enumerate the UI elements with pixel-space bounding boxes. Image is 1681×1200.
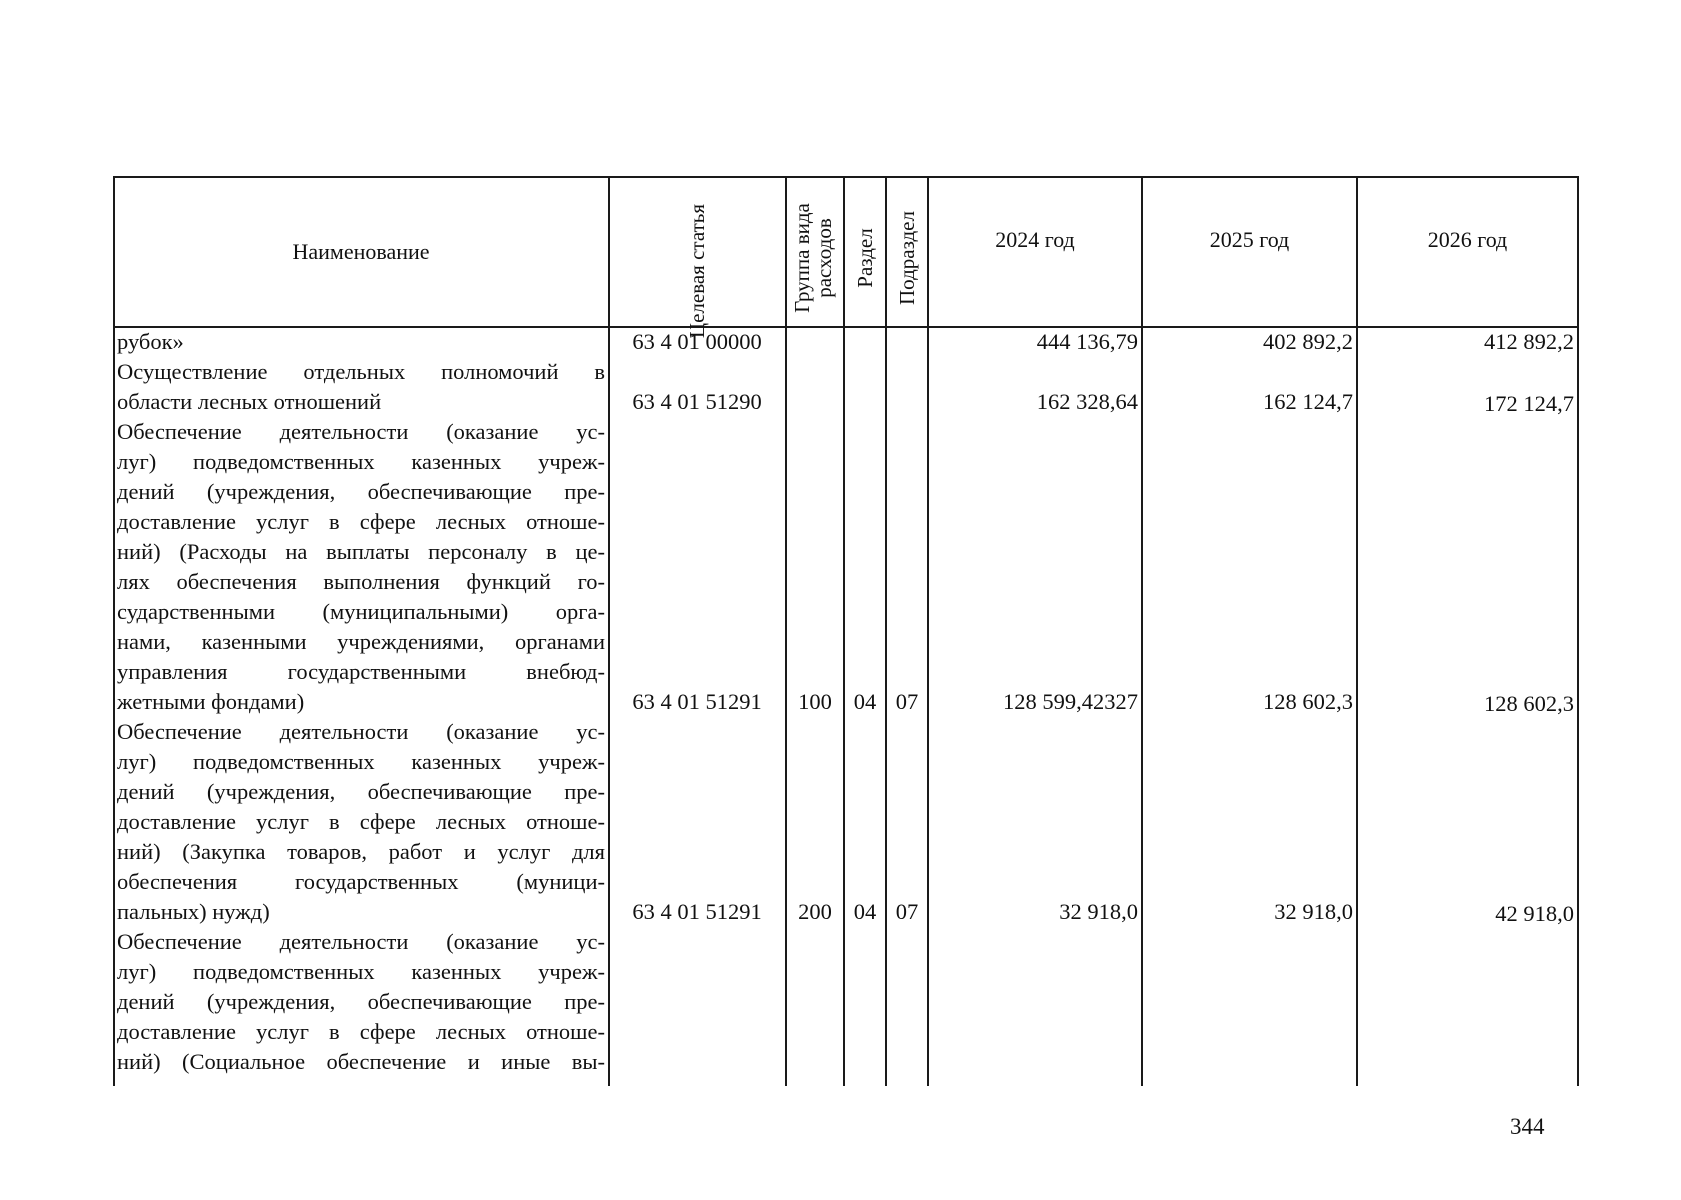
row-name-line: Обеспечение деятельности (оказание ус- bbox=[117, 929, 605, 954]
row-2024: 32 918,0 bbox=[1059, 899, 1138, 924]
row-name-line: обеспечения государственных (муници- bbox=[117, 869, 605, 894]
row-subsection: 07 bbox=[895, 899, 919, 924]
row-2026: 128 602,3 bbox=[1484, 691, 1574, 716]
row-name-line: пальных) нужд) bbox=[117, 899, 270, 924]
row-name-line: управления государственными внебюд- bbox=[117, 659, 605, 684]
row-2025: 162 124,7 bbox=[1263, 389, 1353, 414]
row-name-line: луг) подведомственных казенных учреж- bbox=[117, 959, 605, 984]
row-2026: 412 892,2 bbox=[1484, 329, 1574, 354]
row-name-line: сударственными (муниципальными) орга- bbox=[117, 599, 605, 624]
col-border-2024 bbox=[1141, 176, 1143, 1086]
row-name-line: дений (учреждения, обеспечивающие пре- bbox=[117, 779, 605, 804]
page-number: 344 bbox=[1510, 1114, 1545, 1139]
row-group: 200 bbox=[798, 899, 832, 924]
row-2024: 128 599,42327 bbox=[1003, 689, 1138, 714]
row-name-line: доставление услуг в сфере лесных отноше- bbox=[117, 1019, 605, 1044]
header-section: Раздел bbox=[853, 228, 877, 288]
header-2026: 2026 год bbox=[1427, 227, 1508, 252]
row-name-line: области лесных отношений bbox=[117, 389, 382, 414]
row-group: 100 bbox=[798, 689, 832, 714]
row-name-line: рубок» bbox=[117, 329, 184, 354]
row-name-line: нами, казенными учреждениями, органами bbox=[117, 629, 605, 654]
header-name: Наименование bbox=[292, 238, 430, 264]
row-2024: 444 136,79 bbox=[1036, 329, 1138, 354]
row-code: 63 4 01 51291 bbox=[632, 899, 762, 924]
row-name-line: ний) (Закупка товаров, работ и услуг для bbox=[117, 839, 605, 864]
row-name-line: дений (учреждения, обеспечивающие пре- bbox=[117, 479, 605, 504]
row-name-line: лях обеспечения выполнения функций го- bbox=[117, 569, 605, 594]
row-name-line: дений (учреждения, обеспечивающие пре- bbox=[117, 989, 605, 1014]
row-section: 04 bbox=[853, 689, 877, 714]
row-code: 63 4 01 51290 bbox=[632, 389, 762, 414]
header-2025: 2025 год bbox=[1209, 227, 1290, 252]
col-border-right bbox=[1577, 176, 1579, 1086]
row-name-line: Обеспечение деятельности (оказание ус- bbox=[117, 719, 605, 744]
header-subsection: Подраздел bbox=[895, 211, 919, 305]
col-border-subsection bbox=[927, 176, 929, 1086]
row-name-line: доставление услуг в сфере лесных отноше- bbox=[117, 809, 605, 834]
row-name-line: ний) (Расходы на выплаты персоналу в це- bbox=[117, 539, 605, 564]
row-2025: 128 602,3 bbox=[1263, 689, 1353, 714]
row-name-line: доставление услуг в сфере лесных отноше- bbox=[117, 509, 605, 534]
row-name-line: Обеспечение деятельности (оказание ус- bbox=[117, 419, 605, 444]
row-name-line: луг) подведомственных казенных учреж- bbox=[117, 449, 605, 474]
header-2024: 2024 год bbox=[995, 227, 1075, 252]
row-name-line: луг) подведомственных казенных учреж- bbox=[117, 749, 605, 774]
col-border-section bbox=[885, 176, 887, 1086]
row-2024: 162 328,64 bbox=[1036, 389, 1138, 414]
row-subsection: 07 bbox=[895, 689, 919, 714]
row-code: 63 4 01 51291 bbox=[632, 689, 762, 714]
col-border-name bbox=[608, 176, 610, 1086]
row-code: 63 4 01 00000 bbox=[632, 329, 762, 354]
row-2025: 32 918,0 bbox=[1274, 899, 1353, 924]
col-border-group bbox=[843, 176, 845, 1086]
col-border-2025 bbox=[1356, 176, 1358, 1086]
row-2026: 172 124,7 bbox=[1484, 391, 1574, 416]
row-name-line: жетными фондами) bbox=[117, 689, 305, 714]
row-name-line: ний) (Социальное обеспечение и иные вы- bbox=[117, 1049, 605, 1074]
row-section: 04 bbox=[853, 899, 877, 924]
header-group: Группа вида расходов bbox=[790, 203, 836, 313]
row-name-line: Осуществление отдельных полномочий в bbox=[117, 359, 605, 384]
row-2025: 402 892,2 bbox=[1263, 329, 1353, 354]
header-target: Целевая статья bbox=[685, 203, 709, 339]
row-2026: 42 918,0 bbox=[1495, 901, 1574, 926]
